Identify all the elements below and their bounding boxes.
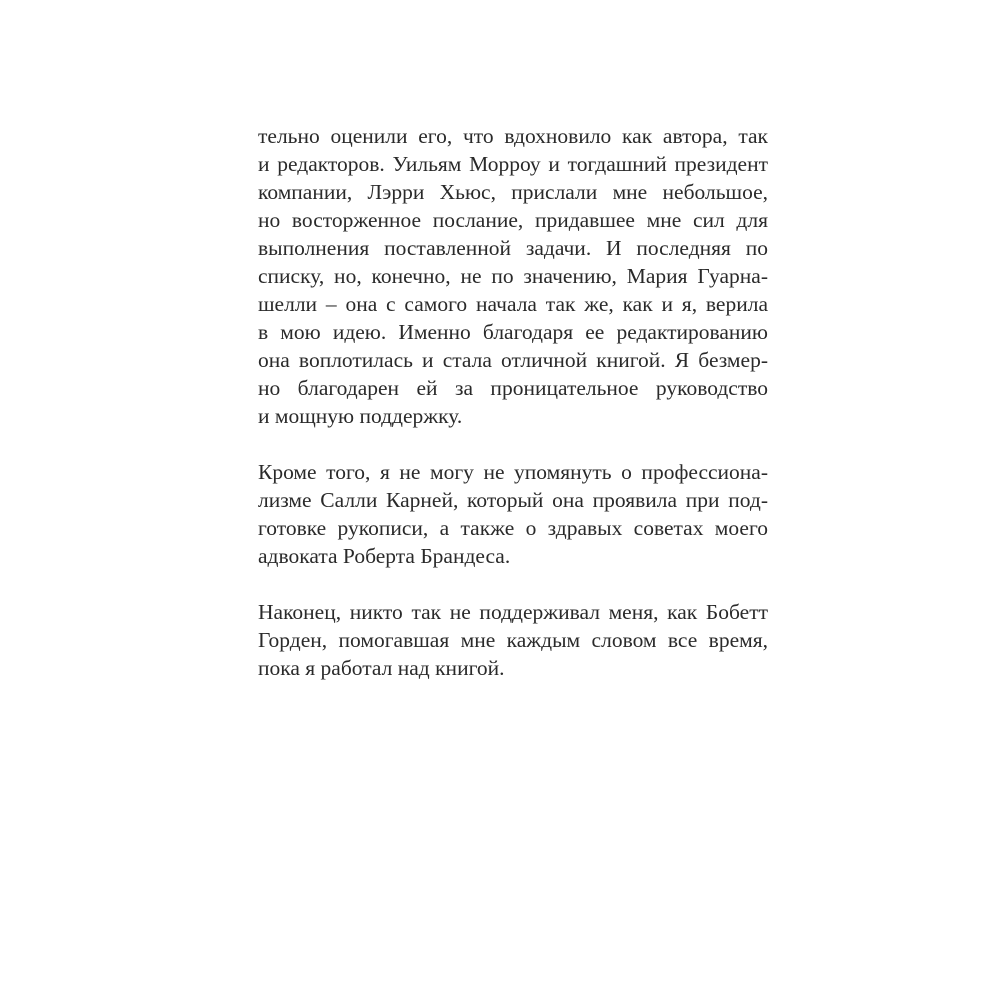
text-line: но восторженное послание, придавшее мне сил для [258,208,768,232]
text-line: и редакторов. Уильям Морроу и тогдашний президент [258,152,768,176]
text-line: выполнения поставленной задачи. И последняя по [258,236,768,260]
paragraph-acknowledgements-professionals [258,458,768,570]
text-line: она воплотилась и стала отличной книгой. Я безмер- [258,348,768,372]
document-page [258,122,768,710]
text-line: тельно оценили его, что вдохновило как автора, так [258,124,768,148]
text-line: и мощную поддержку. [258,404,463,428]
text-line: Наконец, никто так не поддерживал меня, как Бобетт [258,600,768,624]
text-line: адвоката Роберта Брандеса. [258,544,511,568]
text-line: компании, Лэрри Хьюс, прислали мне небольшое, [258,180,768,204]
paragraph-acknowledgements-family [258,598,768,682]
text-line: Кроме того, я не могу не упомянуть о профессиона- [258,460,768,484]
text-line: шелли – она с самого начала так же, как и я, верила [258,292,768,316]
text-line: пока я работал над книгой. [258,656,505,680]
text-line: но благодарен ей за проницательное руководство [258,376,768,400]
text-line: готовке рукописи, а также о здравых советах моего [258,516,768,540]
text-line: лизме Салли Карней, который она проявила при под- [258,488,768,512]
paragraph-acknowledgements-editors [258,122,768,430]
text-line: Горден, помогавшая мне каждым словом все время, [258,628,768,652]
text-line: списку, но, конечно, не по значению, Мария Гуарна- [258,264,768,288]
text-line: в мою идею. Именно благодаря ее редактированию [258,320,768,344]
